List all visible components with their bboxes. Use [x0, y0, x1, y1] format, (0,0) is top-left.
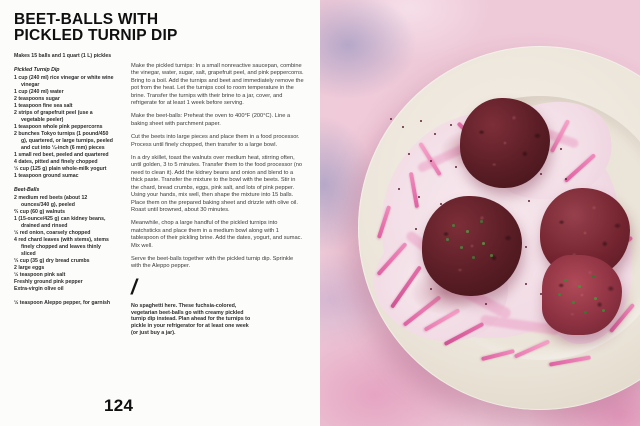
pickled-turnip-dip-ingredients — [14, 75, 115, 180]
ingredient-item: 1 cup (240 ml) water — [14, 89, 64, 95]
yield-text: Makes 15 balls and 1 quart (1 L) pickles — [14, 53, 112, 59]
sumac-speckles — [390, 118, 392, 120]
method-column — [115, 53, 310, 343]
ingredients-column — [14, 53, 115, 343]
note-text: No spaghetti here. These fuchsia-colored, vegetarian beet-balls go with creamy pickled turnip dip instead. Plan ahead for the turnips to pickle in your refrigerator for at least one week (or just buy a jar). — [131, 302, 251, 336]
method-paragraph: Make the pickled turnips: In a small nonreactive saucepan, combine the vinegar, water, sugar, salt, grapefruit peel, and pink peppercorns. Bring to a boil. Add the turnips and beet and immediately remove the pot from the heat. Let the turnips cool to room temperature in the brine. Transfer the turnips with their brine to a jar, cover, and refrigerate for at least 1 week before serving. — [131, 63, 304, 107]
method-paragraph: Make the beet-balls: Preheat the oven to 400°F (200°C). Line a baking sheet with parchment paper. — [131, 113, 291, 127]
method-paragraph: Cut the beets into large pieces and place them in a food processor. Process until finely chopped, then transfer to a large bowl. — [131, 134, 300, 148]
ingredient-item: 1 small red beet, peeled and quartered — [14, 152, 109, 158]
ingredient-item: 1 (15-ounce/425 g) can kidney beans, drained and rinsed — [14, 216, 106, 229]
recipe-columns — [14, 53, 310, 343]
title-line-2: PICKLED TURNIP DIP — [14, 26, 178, 44]
ingredient-item: 4 red chard leaves (with stems), stems finely chopped and leaves thinly sliced — [14, 237, 109, 257]
beet-ball-broken — [542, 255, 622, 335]
ingredient-item: ⅔ cup (60 g) walnuts — [14, 209, 66, 215]
ingredient-item: 2 large eggs — [14, 265, 45, 271]
recipe-title — [14, 12, 310, 43]
ingredient-item: 1 cup (240 ml) rice vinegar or white wine vinegar — [14, 75, 114, 88]
method-paragraph: Serve the beet-balls together with the pickled turnip dip. Sprinkle with the Aleppo pepper. — [131, 255, 294, 270]
note-slash-mark: / — [131, 275, 137, 299]
ingredient-item: 1 teaspoon fine sea salt — [14, 103, 73, 109]
ingredient-item: ⅓ cup (35 g) dry bread crumbs — [14, 258, 90, 264]
beet-balls-ingredients — [14, 195, 115, 293]
ingredient-section-heading: Beet-Balls — [14, 187, 40, 193]
ingredient-section-heading: Pickled Turnip Dip — [14, 67, 60, 73]
page-number: 124 — [104, 396, 134, 415]
ingredient-item: ½ teaspoon pink salt — [14, 272, 66, 278]
herb-flecks — [564, 279, 567, 282]
ingredient-item: Extra-virgin olive oil — [14, 286, 64, 292]
herb-flecks — [452, 224, 455, 227]
ingredient-item: 2 medium red beets (about 12 ounces/340 g), peeled — [14, 195, 88, 208]
ingredient-item: 2 strips of grapefruit peel (use a vegetable peeler) — [14, 110, 93, 123]
title-line-1: BEET-BALLS WITH — [14, 11, 159, 28]
method-paragraph: In a dry skillet, toast the walnuts over medium heat, stirring often, until golden, 3 to 5 minutes. Transfer them to the food processor (no need to clean it). Add the kidney beans and onion and blend to a thick paste. Transfer the mixture to the bowl with the beets. Stir in the chard, bread crumbs, eggs, pink salt, and lots of pink pepper. Using your hands, mix well, then shape the mixture into 15 balls. Place them on the prepared baking sheet and drizzle with olive oil. Roast until browned, about 30 minutes. — [131, 155, 303, 213]
ingredient-item: Freshly ground pink pepper — [14, 279, 83, 285]
method-paragraph: Meanwhile, chop a large handful of the pickled turnips into matchsticks and place them in a medium bowl along with 1 tablespoon of their pickling brine. Add the dates, yogurt, and sumac. Mix well. — [131, 220, 303, 249]
ingredient-item: 2 teaspoons sugar — [14, 96, 60, 102]
ingredient-item: 1 teaspoon whole pink peppercorns — [14, 124, 103, 130]
recipe-note — [131, 277, 257, 337]
ingredient-item: 4 dates, pitted and finely chopped — [14, 159, 98, 165]
ingredient-item: 2 bunches Tokyo turnips (1 pound/450 g), quartered, or large turnips, peeled and cut into ¼-inch (6 mm) pieces — [14, 131, 113, 151]
recipe-photo — [320, 0, 640, 426]
ingredient-item: 1 teaspoon ground sumac — [14, 173, 79, 179]
garnish-ingredient: ½ teaspoon Aleppo pepper, for garnish — [14, 300, 111, 306]
ingredient-item: ½ red onion, coarsely chopped — [14, 230, 91, 236]
ingredient-item: ½ cup (125 g) plain whole-milk yogurt — [14, 166, 107, 172]
